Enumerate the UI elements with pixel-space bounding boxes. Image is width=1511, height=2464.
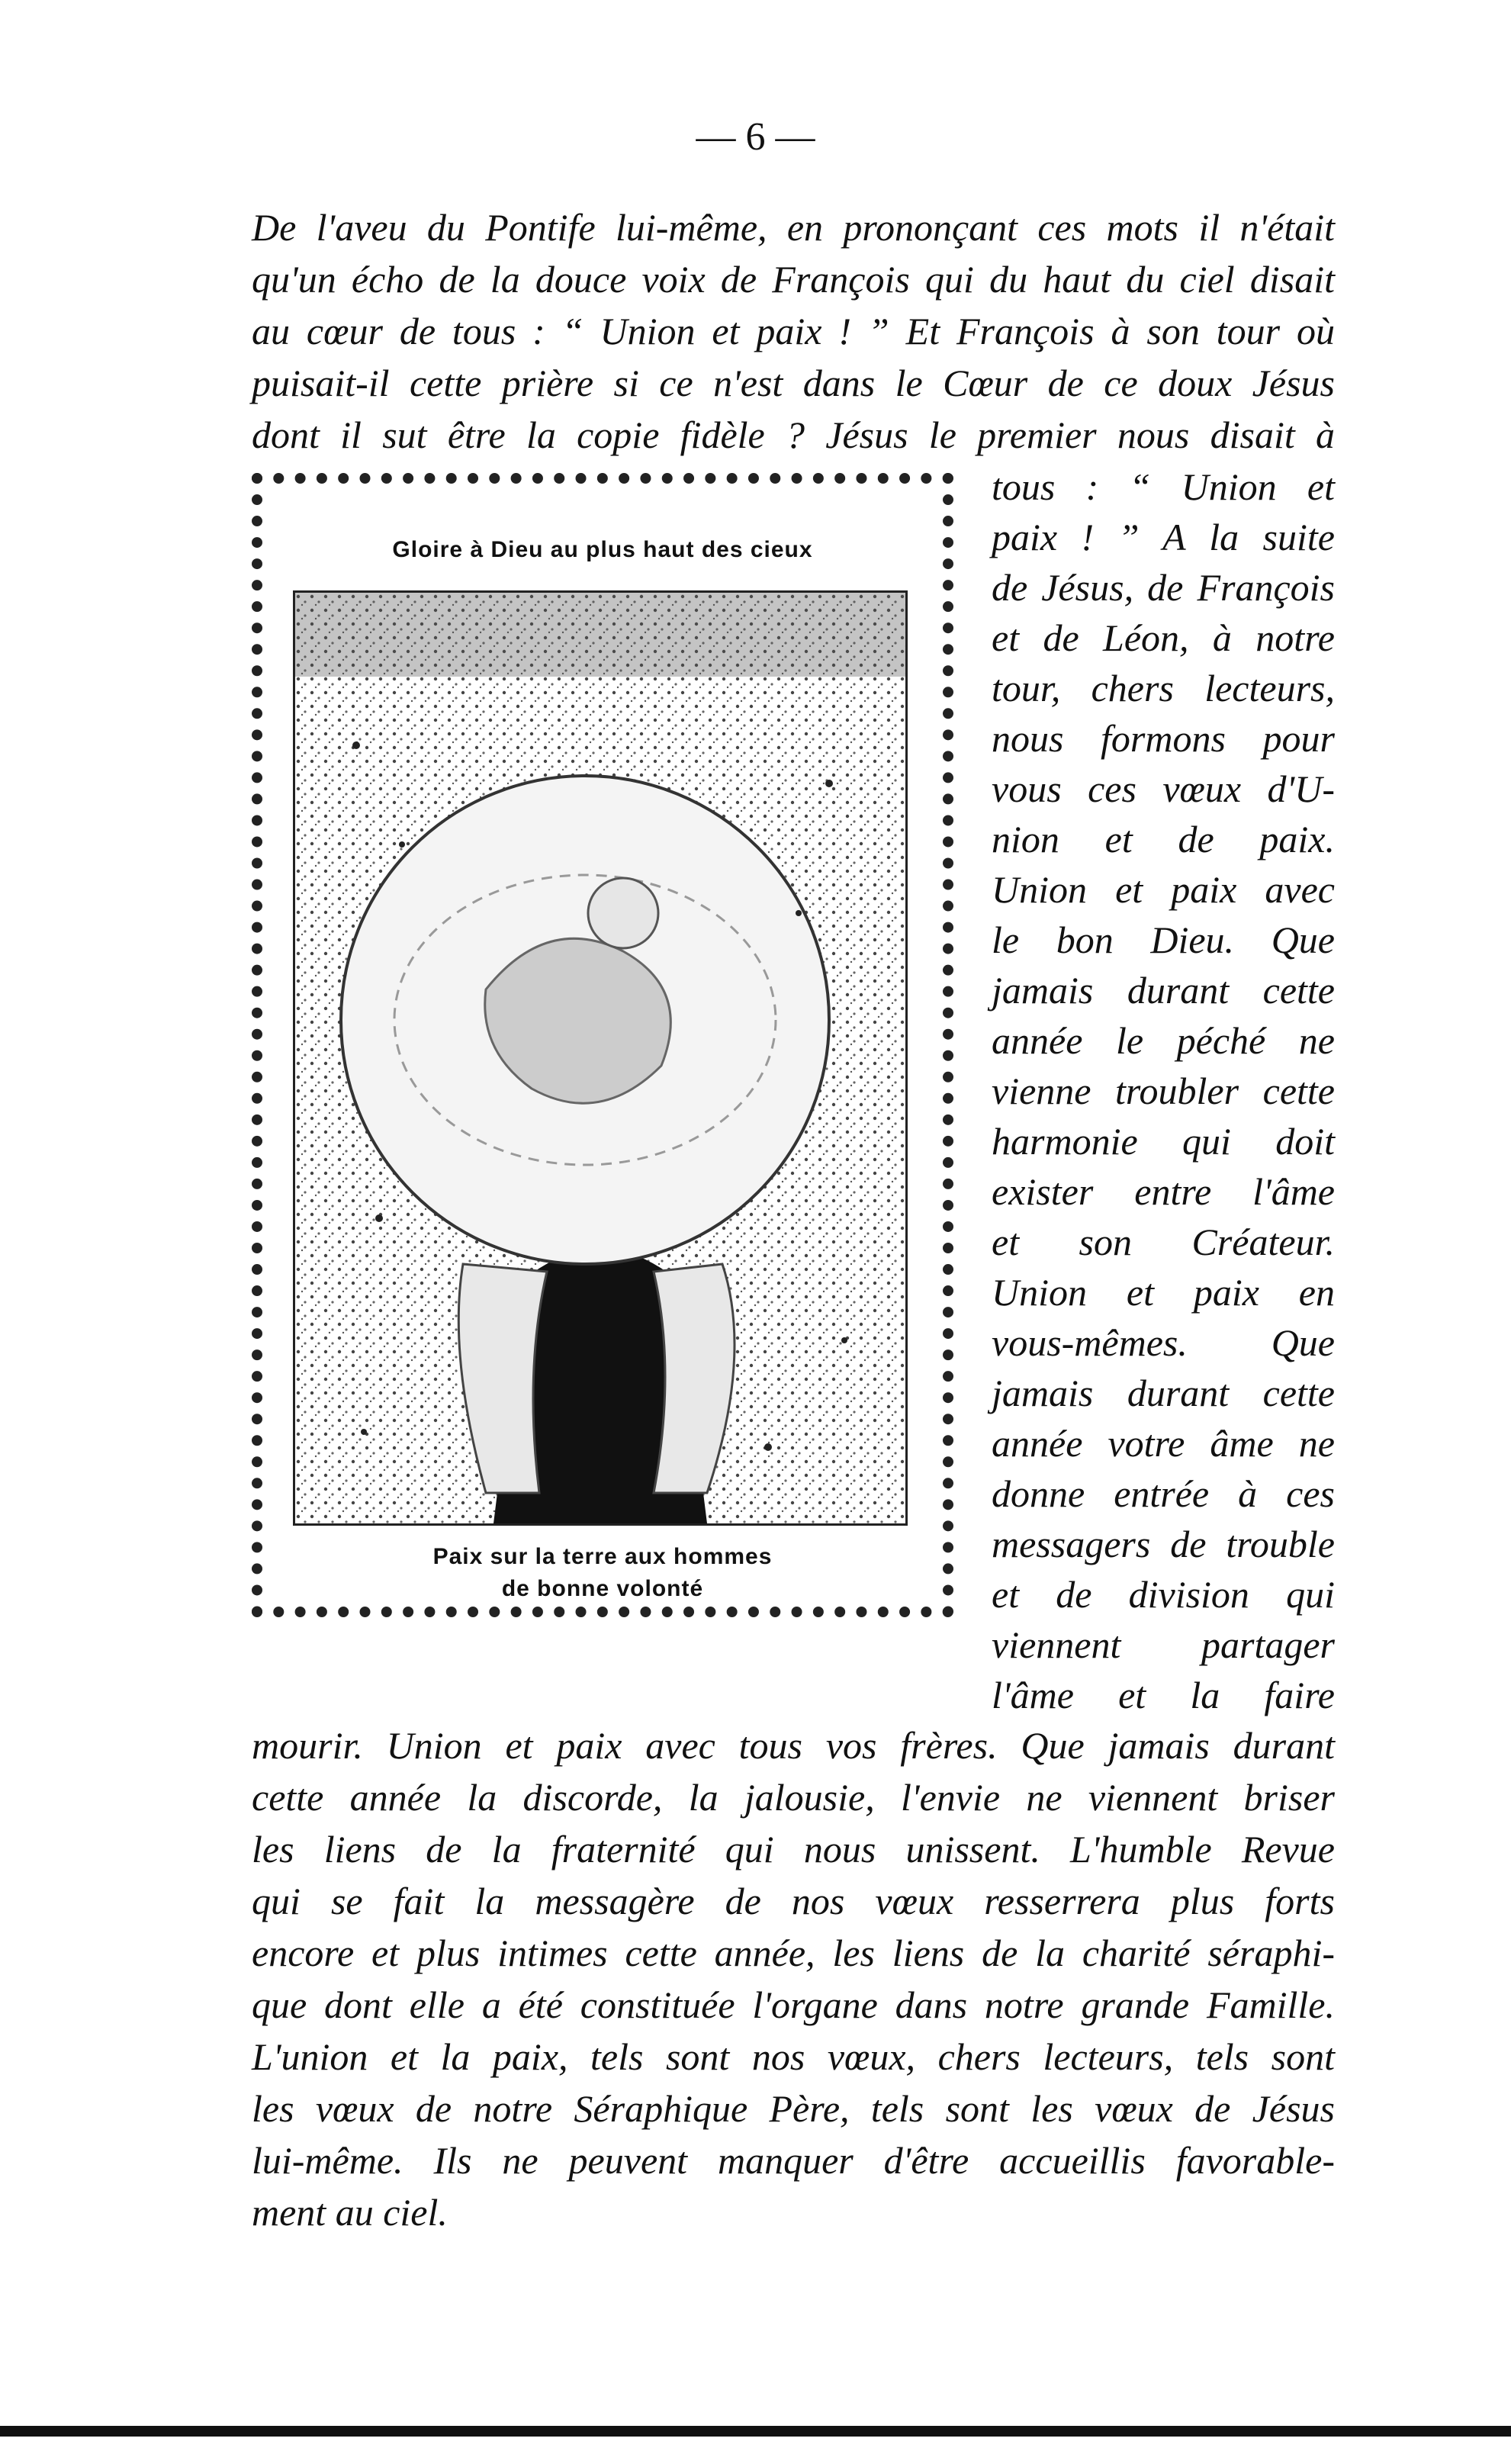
side-line: vous ces vœux d'U-: [992, 767, 1335, 810]
body-line: L'union et la paix, tels sont nos vœux, chers lecteurs, tels sont: [252, 2035, 1335, 2078]
body-line: lui-même. Ils ne peuvent manquer d'être accueillis favorable-: [252, 2139, 1335, 2182]
side-line: jamais durant cette: [992, 969, 1335, 1012]
side-line: viennent partager: [992, 1623, 1335, 1666]
side-line: tour, chers lecteurs,: [992, 667, 1335, 709]
illustration-image: [293, 590, 908, 1526]
side-line: et son Créateur.: [992, 1221, 1335, 1263]
side-line: année le péché ne: [992, 1019, 1335, 1062]
side-line: année votre âme ne: [992, 1422, 1335, 1465]
body-line: De l'aveu du Pontife lui-même, en prononçant ces mots il n'était: [252, 206, 1335, 249]
side-line: messagers de trouble: [992, 1523, 1335, 1565]
side-line: vous-mêmes. Que: [992, 1321, 1335, 1364]
body-line: encore et plus intimes cette année, les liens de la charité séraphi-: [252, 1932, 1335, 1974]
page-number: — 6 —: [696, 115, 815, 159]
bottom-rule: [0, 2426, 1511, 2437]
side-line: vienne troubler cette: [992, 1070, 1335, 1112]
illustration-caption-top: Gloire à Dieu au plus haut des cieux: [392, 537, 813, 562]
side-line: Union et paix en: [992, 1271, 1335, 1314]
side-line: harmonie qui doit: [992, 1120, 1335, 1163]
side-line: le bon Dieu. Que: [992, 918, 1335, 961]
side-line: de Jésus, de François: [992, 566, 1335, 609]
body-line: au cœur de tous : “ Union et paix ! ” Et François à son tour où: [252, 310, 1335, 352]
body-line: les liens de la fraternité qui nous unissent. L'humble Revue: [252, 1828, 1335, 1871]
side-line: tous : “ Union et: [992, 465, 1335, 508]
body-line: qui se fait la messagère de nos vœux resserrera plus forts: [252, 1880, 1335, 1922]
side-line: exister entre l'âme: [992, 1170, 1335, 1213]
body-line: cette année la discorde, la jalousie, l'envie ne viennent briser: [252, 1776, 1335, 1819]
illustration-caption-bottom: Paix sur la terre aux hommes: [432, 1544, 773, 1569]
body-line: dont il sut être la copie fidèle ? Jésus le premier nous disait à: [252, 413, 1335, 456]
side-line: l'âme et la faire: [992, 1674, 1335, 1716]
illustration-caption-bottom: de bonne volonté: [501, 1576, 704, 1601]
body-line: ment au ciel.: [252, 2191, 448, 2234]
body-line: les vœux de notre Séraphique Père, tels sont les vœux de Jésus: [252, 2087, 1335, 2130]
body-line: qu'un écho de la douce voix de François qui du haut du ciel disait: [252, 258, 1335, 301]
body-line: mourir. Union et paix avec tous vos frères. Que jamais durant: [252, 1724, 1335, 1767]
side-line: et de Léon, à notre: [992, 616, 1335, 659]
side-line: jamais durant cette: [992, 1372, 1335, 1414]
side-line: nion et de paix.: [992, 818, 1335, 860]
side-line: et de division qui: [992, 1573, 1335, 1616]
body-line: que dont elle a été constituée l'organe dans notre grande Famille.: [252, 1983, 1335, 2026]
side-line: paix ! ” A la suite: [992, 516, 1335, 558]
illustration-frame: [252, 473, 953, 1617]
side-line: Union et paix avec: [992, 868, 1335, 911]
side-line: nous formons pour: [992, 717, 1335, 760]
body-line: puisait-il cette prière si ce n'est dans le Cœur de ce doux Jésus: [252, 362, 1335, 404]
side-line: donne entrée à ces: [992, 1472, 1335, 1515]
